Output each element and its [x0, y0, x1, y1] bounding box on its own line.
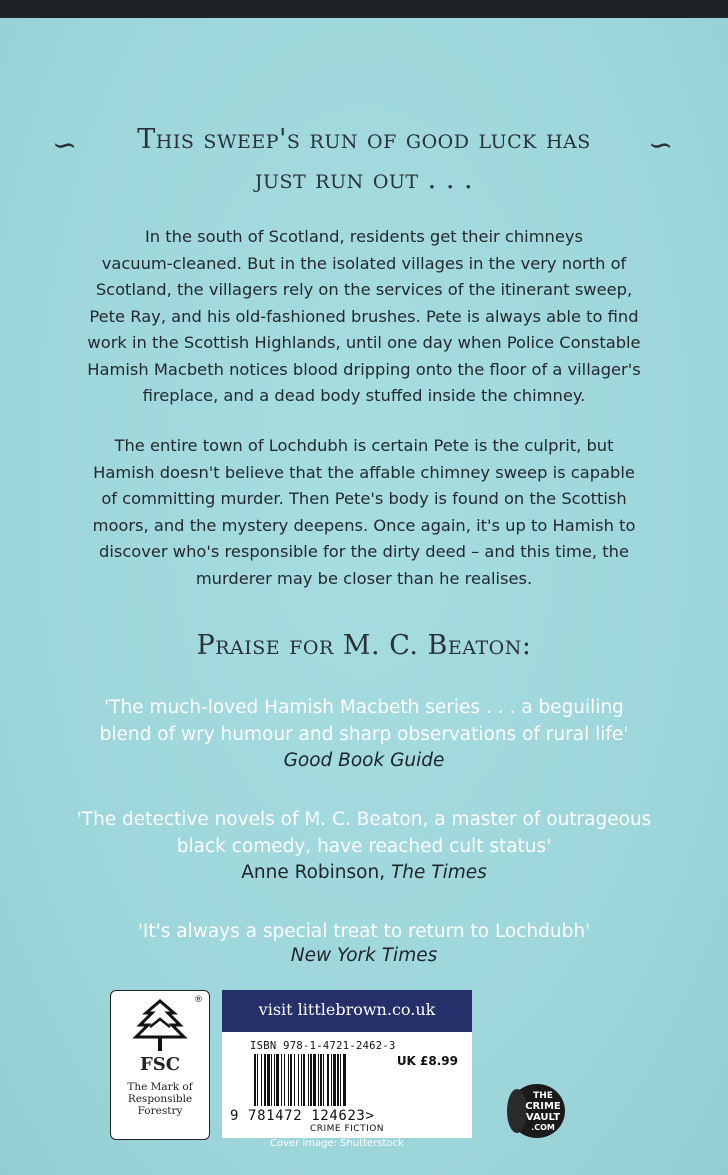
quote-line: blend of wry humour and sharp observations of rural life': [99, 724, 629, 745]
blurb-line: moors, and the mystery deepens. Once again, it's up to Hamish to: [92, 515, 636, 535]
quote-3: [40, 918, 688, 945]
vault-line: VAULT: [525, 1112, 561, 1123]
fsc-registered-mark: ®: [194, 995, 203, 1005]
barcode-icon: [252, 1054, 412, 1110]
blurb-line: work in the Scottish Highlands, until one day when Police Constable: [87, 333, 641, 352]
fsc-mark-line: Responsible: [127, 1093, 193, 1105]
fsc-mark-line: The Mark of: [127, 1081, 193, 1093]
genre-label: CRIME FICTION: [309, 1124, 385, 1134]
vault-line: CRIME: [525, 1101, 561, 1112]
swash-right-icon: ∽: [648, 128, 674, 163]
barcode-arrow: >: [365, 1108, 375, 1124]
quote-line: 'It's always a special treat to return to Lochdubh': [137, 921, 591, 942]
blurb-line: Hamish doesn't believe that the affable chimney sweep is capable: [93, 462, 635, 482]
vault-line: THE: [533, 1091, 553, 1101]
blurb-line: Pete Ray, and his old-fashioned brushes. Pete is always able to find: [89, 306, 639, 326]
tagline-line-2: just run out . . .: [254, 164, 474, 195]
vault-badge-icon: [497, 1083, 577, 1139]
quote-3-source: [40, 945, 688, 966]
quote-1-source: [40, 750, 688, 771]
blurb-line: fireplace, and a dead body stuffed inside the chimney.: [142, 386, 586, 405]
vault-line: .COM: [531, 1123, 555, 1132]
fsc-badge: [110, 990, 210, 1140]
publisher-website: visit littlebrown.co.uk: [222, 990, 472, 1032]
praise-heading: Praise for M. C. Beaton:: [196, 630, 532, 661]
blurb-line: In the south of Scotland, residents get their chimneys: [144, 227, 584, 246]
blurb-line: of committing murder. Then Pete's body is found on the Scottish: [101, 489, 627, 508]
fsc-logo-text: FSC: [139, 1054, 181, 1075]
tagline-line-1: This sweep's run of good luck has: [137, 124, 591, 155]
quote-line: black comedy, have reached cult status': [176, 836, 552, 857]
source-title: The Times: [390, 862, 487, 883]
barcode-digits: 9 781472 124623: [230, 1108, 366, 1124]
swash-left-icon: ∽: [52, 128, 78, 163]
blurb-line: discover who's responsible for the dirty deed – and this time, the: [99, 542, 629, 561]
blurb-line: vacuum-cleaned. But in the isolated villages in the very north of: [101, 253, 627, 273]
fsc-tree-icon: [130, 997, 190, 1055]
quote-2: [40, 806, 688, 860]
crime-vault-logo: [497, 1083, 577, 1139]
price-text: UK £8.99: [396, 1054, 458, 1068]
quote-2-source: [40, 862, 688, 883]
blurb-line: Scotland, the villagers rely on the services of the itinerant sweep,: [95, 280, 633, 299]
barcode-panel: [222, 1032, 472, 1138]
blurb-paragraph-1: [64, 224, 664, 410]
fsc-mark-line: Forestry: [137, 1105, 183, 1117]
barcode-number: [230, 1108, 374, 1124]
source-author: Anne Robinson,: [241, 862, 391, 883]
blurb-paragraph-2: [64, 433, 664, 592]
source-title: New York Times: [290, 945, 438, 966]
cover-credit: Cover image: Shutterstock: [270, 1138, 404, 1149]
isbn-text: ISBN 978-1-4721-2462-3: [250, 1040, 396, 1052]
fsc-mark-text: [111, 1081, 209, 1117]
blurb-line: murderer may be closer than he realises.: [195, 568, 533, 588]
quote-line: 'The detective novels of M. C. Beaton, a master of outrageous: [76, 809, 652, 830]
blurb-line: Hamish Macbeth notices blood dripping onto the floor of a villager's: [87, 359, 641, 379]
quote-1: [40, 694, 688, 748]
blurb-line: The entire town of Lochdubh is certain Pete is the culprit, but: [114, 436, 614, 455]
source-title: Good Book Guide: [283, 750, 445, 771]
quote-line: 'The much-loved Hamish Macbeth series . . . a beguiling: [104, 697, 624, 718]
